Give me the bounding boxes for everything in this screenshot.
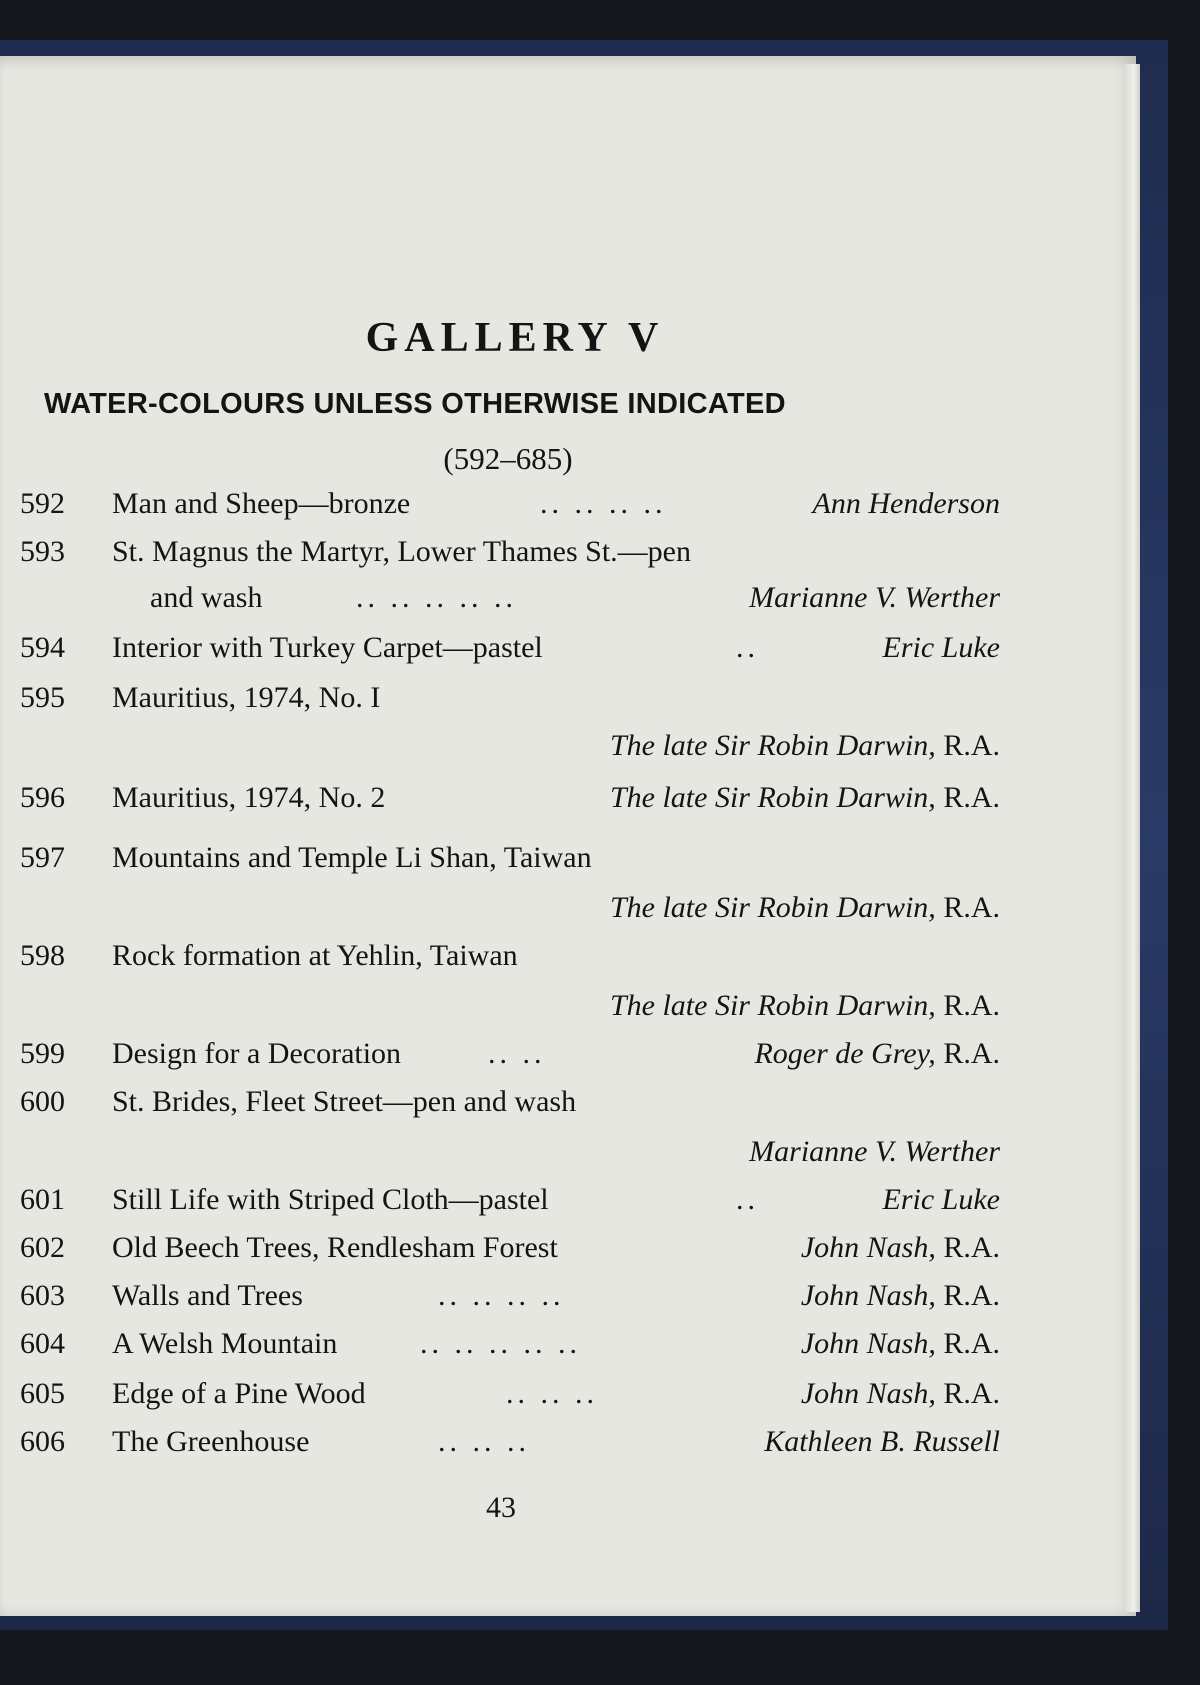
entry-artist: Roger de Grey, R.A.	[754, 1037, 1000, 1070]
entry-title: Old Beech Trees, Rendlesham Forest	[112, 1231, 558, 1264]
entry-number: 600	[20, 1085, 65, 1118]
dot-leader: ..	[736, 1183, 759, 1216]
catalogue-entry-601	[0, 1180, 1000, 1220]
entry-artist: Eric Luke	[882, 631, 1000, 664]
page-edge	[1124, 64, 1140, 1612]
dot-leader: .. ..	[488, 1037, 546, 1070]
catalogue-entry-593	[0, 532, 1000, 572]
entry-artist: John Nash, R.A.	[800, 1327, 1000, 1360]
entry-title: Mountains and Temple Li Shan, Taiwan	[112, 841, 592, 874]
entry-title: Man and Sheep—bronze	[112, 487, 411, 520]
entry-artist: Marianne V. Werther	[749, 1135, 1000, 1168]
entry-artist: John Nash, R.A.	[800, 1231, 1000, 1264]
catalogue-entry-600	[0, 1082, 1000, 1122]
catalogue-entry-596	[0, 778, 1000, 818]
entry-title: St. Brides, Fleet Street—pen and wash	[112, 1085, 577, 1118]
catalogue-entry-597	[0, 838, 1000, 878]
entry-number: 598	[20, 939, 65, 972]
catalogue-entry-600-artist	[0, 1132, 1000, 1172]
entry-title: The Greenhouse	[112, 1425, 310, 1458]
entry-number: 604	[20, 1327, 65, 1360]
catalogue-entry-606	[0, 1422, 1000, 1462]
entry-number: 592	[20, 487, 65, 520]
entry-artist: John Nash, R.A.	[800, 1377, 1000, 1410]
entry-number: 606	[20, 1425, 65, 1458]
dot-leader: ..	[736, 631, 759, 664]
entry-number: 596	[20, 781, 65, 814]
entry-artist: The late Sir Robin Darwin, R.A.	[609, 989, 1000, 1022]
entry-title: Rock formation at Yehlin, Taiwan	[112, 939, 518, 972]
catalogue-page	[0, 56, 1136, 1616]
dot-leader: .. .. ..	[506, 1377, 598, 1410]
entry-artist: The late Sir Robin Darwin, R.A.	[609, 729, 1000, 762]
entry-artist: The late Sir Robin Darwin, R.A.	[609, 781, 1000, 814]
catalogue-entry-604	[0, 1324, 1000, 1364]
catalogue-entry-605	[0, 1374, 1000, 1414]
catalogue-range: (592–685)	[443, 441, 573, 476]
entry-artist: John Nash, R.A.	[800, 1279, 1000, 1312]
entry-number: 599	[20, 1037, 65, 1070]
entry-number: 597	[20, 841, 65, 874]
dot-leader: .. .. .. .. ..	[356, 581, 517, 614]
entry-title: Mauritius, 1974, No. 2	[112, 781, 386, 814]
entry-title: Mauritius, 1974, No. I	[112, 681, 381, 714]
entry-title: A Welsh Mountain	[112, 1327, 338, 1360]
catalogue-entry-599	[0, 1034, 1000, 1074]
entry-artist: Ann Henderson	[812, 487, 1000, 520]
dot-leader: .. .. .. ..	[438, 1279, 565, 1312]
entry-title: St. Magnus the Martyr, Lower Thames St.—pen	[112, 535, 691, 568]
catalogue-entry-603	[0, 1276, 1000, 1316]
entry-number: 595	[20, 681, 65, 714]
entry-number: 593	[20, 535, 65, 568]
dot-leader: .. .. .. .. ..	[420, 1327, 581, 1360]
entry-number: 594	[20, 631, 65, 664]
catalogue-entry-598	[0, 936, 1000, 976]
entry-artist: Eric Luke	[882, 1183, 1000, 1216]
entry-number: 601	[20, 1183, 65, 1216]
entry-artist: The late Sir Robin Darwin, R.A.	[609, 891, 1000, 924]
entry-number: 602	[20, 1231, 65, 1264]
entry-title: Edge of a Pine Wood	[112, 1377, 366, 1410]
gallery-subtitle: WATER-COLOURS UNLESS OTHERWISE INDICATED	[44, 388, 786, 420]
catalogue-entry-598-artist	[0, 986, 1000, 1026]
gallery-title: GALLERY V	[365, 315, 665, 361]
entry-title: Still Life with Striped Cloth—pastel	[112, 1183, 549, 1216]
entry-artist: Kathleen B. Russell	[764, 1425, 1000, 1458]
catalogue-entry-592	[0, 484, 1000, 524]
catalogue-entry-595-artist	[0, 726, 1000, 766]
entry-title: Walls and Trees	[112, 1279, 303, 1312]
dot-leader: .. .. .. ..	[540, 487, 667, 520]
catalogue-entry-602	[0, 1228, 1000, 1268]
catalogue-entry-593-continued	[0, 578, 1000, 618]
catalogue-entry-597-artist	[0, 888, 1000, 928]
entry-artist: Marianne V. Werther	[749, 581, 1000, 614]
catalogue-entry-595	[0, 678, 1000, 718]
dot-leader: .. .. ..	[438, 1425, 530, 1458]
page-number: 43	[486, 1491, 516, 1524]
entry-number: 603	[20, 1279, 65, 1312]
catalogue-entry-594	[0, 628, 1000, 668]
entry-title: Design for a Decoration	[112, 1037, 402, 1070]
entry-title-continuation: and wash	[150, 581, 263, 614]
entry-number: 605	[20, 1377, 65, 1410]
entry-title: Interior with Turkey Carpet—pastel	[112, 631, 543, 664]
